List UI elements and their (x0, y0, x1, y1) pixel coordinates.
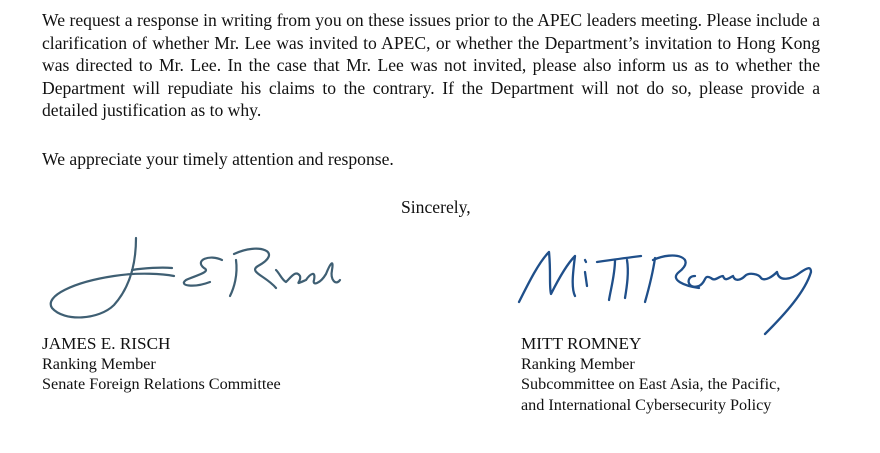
signatory-block-risch (42, 334, 281, 395)
signatory-committee: Subcommittee on East Asia, the Pacific, (521, 375, 781, 394)
signatory-name: MITT ROMNEY (521, 334, 642, 353)
signatory-title: Ranking Member (42, 355, 156, 374)
closing-salutation: Sincerely, (401, 197, 471, 217)
body-paragraph-appreciation: We appreciate your timely attention and response. (42, 149, 394, 169)
body-paragraph-request: We request a response in writing from you on these issues prior to the APEC leaders meeting. Please include a clarification of whether Mr. Lee was invited to APEC, or whether the Department’s invitation to Hong Kong was directed to Mr. Lee. In the case that Mr. Lee was not invited, please also inform us as to whether the Department will repudiate his claims to the contrary. If the Department will not do so, please provide a detailed justification as to why. (42, 10, 820, 121)
signatory-title: Ranking Member (521, 355, 635, 374)
signatory-committee-continued: and International Cybersecurity Policy (521, 395, 772, 414)
signatory-committee: Senate Foreign Relations Committee (42, 375, 281, 394)
signature-james-risch (44, 230, 344, 330)
signatory-block-romney (521, 334, 780, 415)
signature-mitt-romney (515, 242, 815, 342)
signatory-name: JAMES E. RISCH (42, 334, 171, 353)
